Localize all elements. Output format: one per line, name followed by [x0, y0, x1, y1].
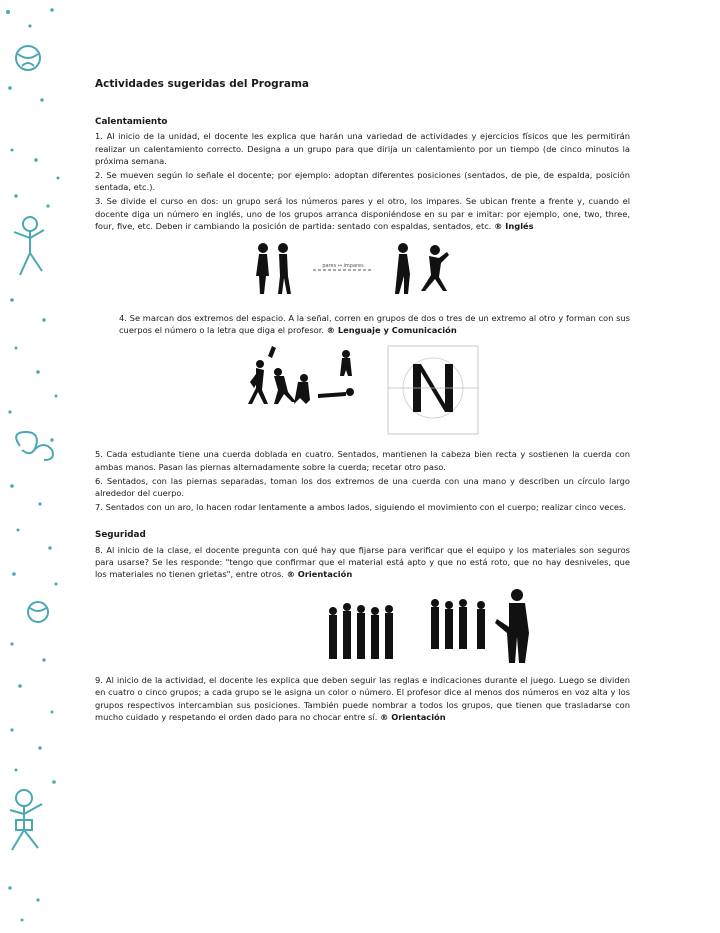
list-item: [95, 169, 630, 193]
activity-list-calentamiento: [95, 130, 630, 232]
list-item: [95, 475, 630, 499]
item-number: 2.: [95, 170, 103, 181]
item-number: 8.: [95, 544, 103, 555]
list-item: [95, 544, 630, 581]
item-text: Sentados, con las piernas separadas, toman los dos extremos de una cuerda con una mano y describen un círculo largo alrededor del cuerpo.: [95, 475, 630, 499]
item-text: Se divide el curso en dos: un grupo será los números pares y el otro, los impares. Se ubican frente a frente y, cuando el docente diga un número en inglés, uno de los grupos arranca disponiéndose en su par e imitar: por ejemplo, one, two, three, four, five, etc. Deben ir cambiando la posición de partida: sentado con espaldas, sentados, etc.: [95, 196, 631, 231]
list-item: [95, 195, 630, 232]
item-text: Se marcan dos extremos del espacio. A la señal, corren en grupos de dos o tres de un extremo al otro y forman con sus cuerpos el número o la letra que diga el profesor.: [119, 313, 630, 336]
item-text: Sentados con un aro, lo hacen rodar lentamente a ambos lados, siguiendo el movimiento con el cuerpo; realizar cinco veces.: [105, 502, 626, 513]
item-number: 9.: [95, 675, 103, 686]
jumping-child-icon: [14, 217, 44, 275]
activity-list-seguridad: [95, 544, 630, 581]
body-letters-image: [238, 342, 488, 438]
spiral-doodle-icon: [16, 432, 53, 460]
item-number: 7.: [95, 502, 103, 513]
subject-tag: ® Orientación: [380, 711, 446, 722]
item-number: 1.: [95, 131, 103, 142]
item-text: Al inicio de la unidad, el docente les explica que harán una variedad de actividades y ejercicios físicos que les permitirán realizar un calentamiento correcto. Designa a un grupo para que dirija un calentamiento por un tiempo (de cinco minutos la próxima semana.: [95, 131, 630, 166]
document-title: Actividades sugeridas del Programa: [95, 78, 309, 90]
ball-doodle-icon-2: [28, 602, 48, 622]
list-item: [95, 448, 630, 472]
letter-n-frame: [388, 346, 478, 434]
item-number: 3.: [95, 196, 103, 207]
item-text: Al inicio de la actividad, el docente les explica que deben seguir las reglas e indicaciones durante el juego. Luego se dividen en cuatro o cinco grupos; a cada grupo se le asigna un color o número. El profesor dice al menos dos números en voz alta y los grupos respectivos intercambian sus posiciones. También puede nombrar a todos los grupos, que tienen que trasladarse con mucho cuidado y respetando el orden dado para no chocar entre sí.: [95, 675, 630, 722]
activity-list-seguridad-cont: [95, 674, 630, 723]
list-item: [95, 501, 630, 513]
activity-list-calentamiento-cont: [95, 312, 630, 336]
subject-tag: ® Orientación: [286, 569, 353, 580]
item-number: 6.: [95, 475, 103, 486]
illustration-letters: [95, 340, 630, 440]
subject-tag: ® Lenguaje y Comunicación: [326, 325, 457, 336]
list-item: [95, 674, 630, 723]
subject-tag: ® Inglés: [494, 220, 534, 231]
item-number: 4.: [119, 313, 127, 324]
item-text: Cada estudiante tiene una cuerda doblada en cuatro. Sentados, mantienen la cabeza bien recta y sostienen la cuerda con ambas manos. Pasan las piernas alternadamente sobre la cuerda; recetar otro paso.: [95, 449, 630, 472]
activity-list-calentamiento-end: [95, 448, 630, 513]
illustration-group: [95, 582, 630, 668]
margin-decoration: [0, 0, 70, 933]
document-page: [95, 78, 630, 725]
list-item: [119, 312, 630, 336]
item-text: Se mueven según lo señale el docente; por ejemplo: adoptan diferentes posiciones (sentados, de pie, de espalda, posición sentada, etc.).: [95, 170, 630, 193]
group-silhouettes-image: [325, 585, 545, 665]
section-heading-seguridad: Seguridad: [95, 530, 146, 541]
pair-label: pares ↔ impares: [321, 263, 364, 270]
list-item: [95, 130, 630, 167]
item-number: 5.: [95, 449, 103, 460]
running-child-icon: [10, 790, 42, 850]
section-heading-calentamiento: Calentamiento: [95, 117, 168, 128]
ball-doodle-icon: [16, 46, 40, 70]
item-text: Al inicio de la clase, el docente pregunta con qué hay que fijarse para verificar que el equipo y los materiales son seguros para usarse? Se les responde: "tengo que confirmar que el material está apto y que no está roto, que no hay desniveles, que los materiales no tienen grietas", entre otros.: [95, 544, 631, 580]
dot-pattern: [6, 8, 60, 921]
illustration-partners: [95, 238, 630, 302]
partner-silhouettes-image: [243, 240, 483, 300]
